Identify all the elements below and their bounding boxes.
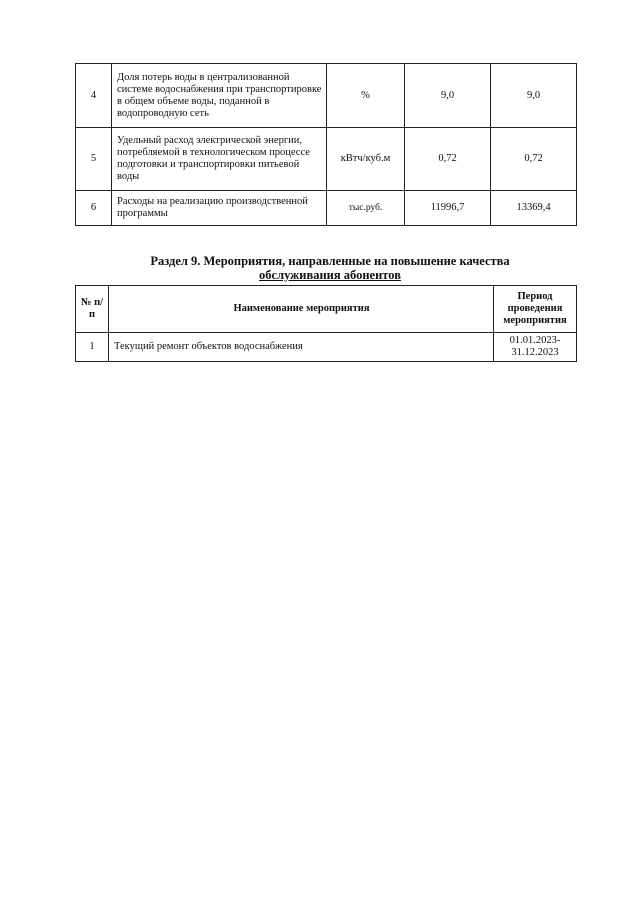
table-row [76, 333, 577, 362]
indicator-unit: кВтч/куб.м [327, 128, 405, 191]
indicator-value-1: 11996,7 [405, 191, 491, 226]
measure-name: Текущий ремонт объектов водоснабжения [109, 333, 494, 362]
header-period: Период проведения мероприятия [494, 286, 577, 333]
header-number: № п/п [76, 286, 109, 333]
measures-table [75, 285, 577, 362]
header-measure-name: Наименование мероприятия [109, 286, 494, 333]
row-number: 4 [76, 64, 112, 128]
row-number: 6 [76, 191, 112, 226]
indicator-value-1: 9,0 [405, 64, 491, 128]
indicator-name: Удельный расход электрической энергии, потребляемой в технологическом процессе подготовки и транспортировки питьевой воды [112, 128, 327, 191]
table-header-row [76, 286, 577, 333]
indicator-name: Доля потерь воды в централизованной системе водоснабжения при транспортировке в общем объеме воды, поданной в водопроводную сеть [112, 64, 327, 128]
indicators-table [75, 63, 577, 226]
row-number: 1 [76, 333, 109, 362]
indicator-value-2: 0,72 [491, 128, 577, 191]
indicator-name: Расходы на реализацию производственной программы [112, 191, 327, 226]
indicator-unit: тыс.руб. [327, 191, 405, 226]
section-title-line-2: обслуживания абонентов [259, 268, 401, 282]
indicator-unit: % [327, 64, 405, 128]
row-number: 5 [76, 128, 112, 191]
indicator-value-2: 13369,4 [491, 191, 577, 226]
indicator-value-1: 0,72 [405, 128, 491, 191]
table-row [76, 191, 577, 226]
section-title [100, 254, 560, 282]
table-row [76, 64, 577, 128]
measure-period: 01.01.2023-31.12.2023 [494, 333, 577, 362]
section-title-line-1: Раздел 9. Мероприятия, направленные на повышение качества [150, 254, 510, 268]
table-row [76, 128, 577, 191]
indicator-value-2: 9,0 [491, 64, 577, 128]
